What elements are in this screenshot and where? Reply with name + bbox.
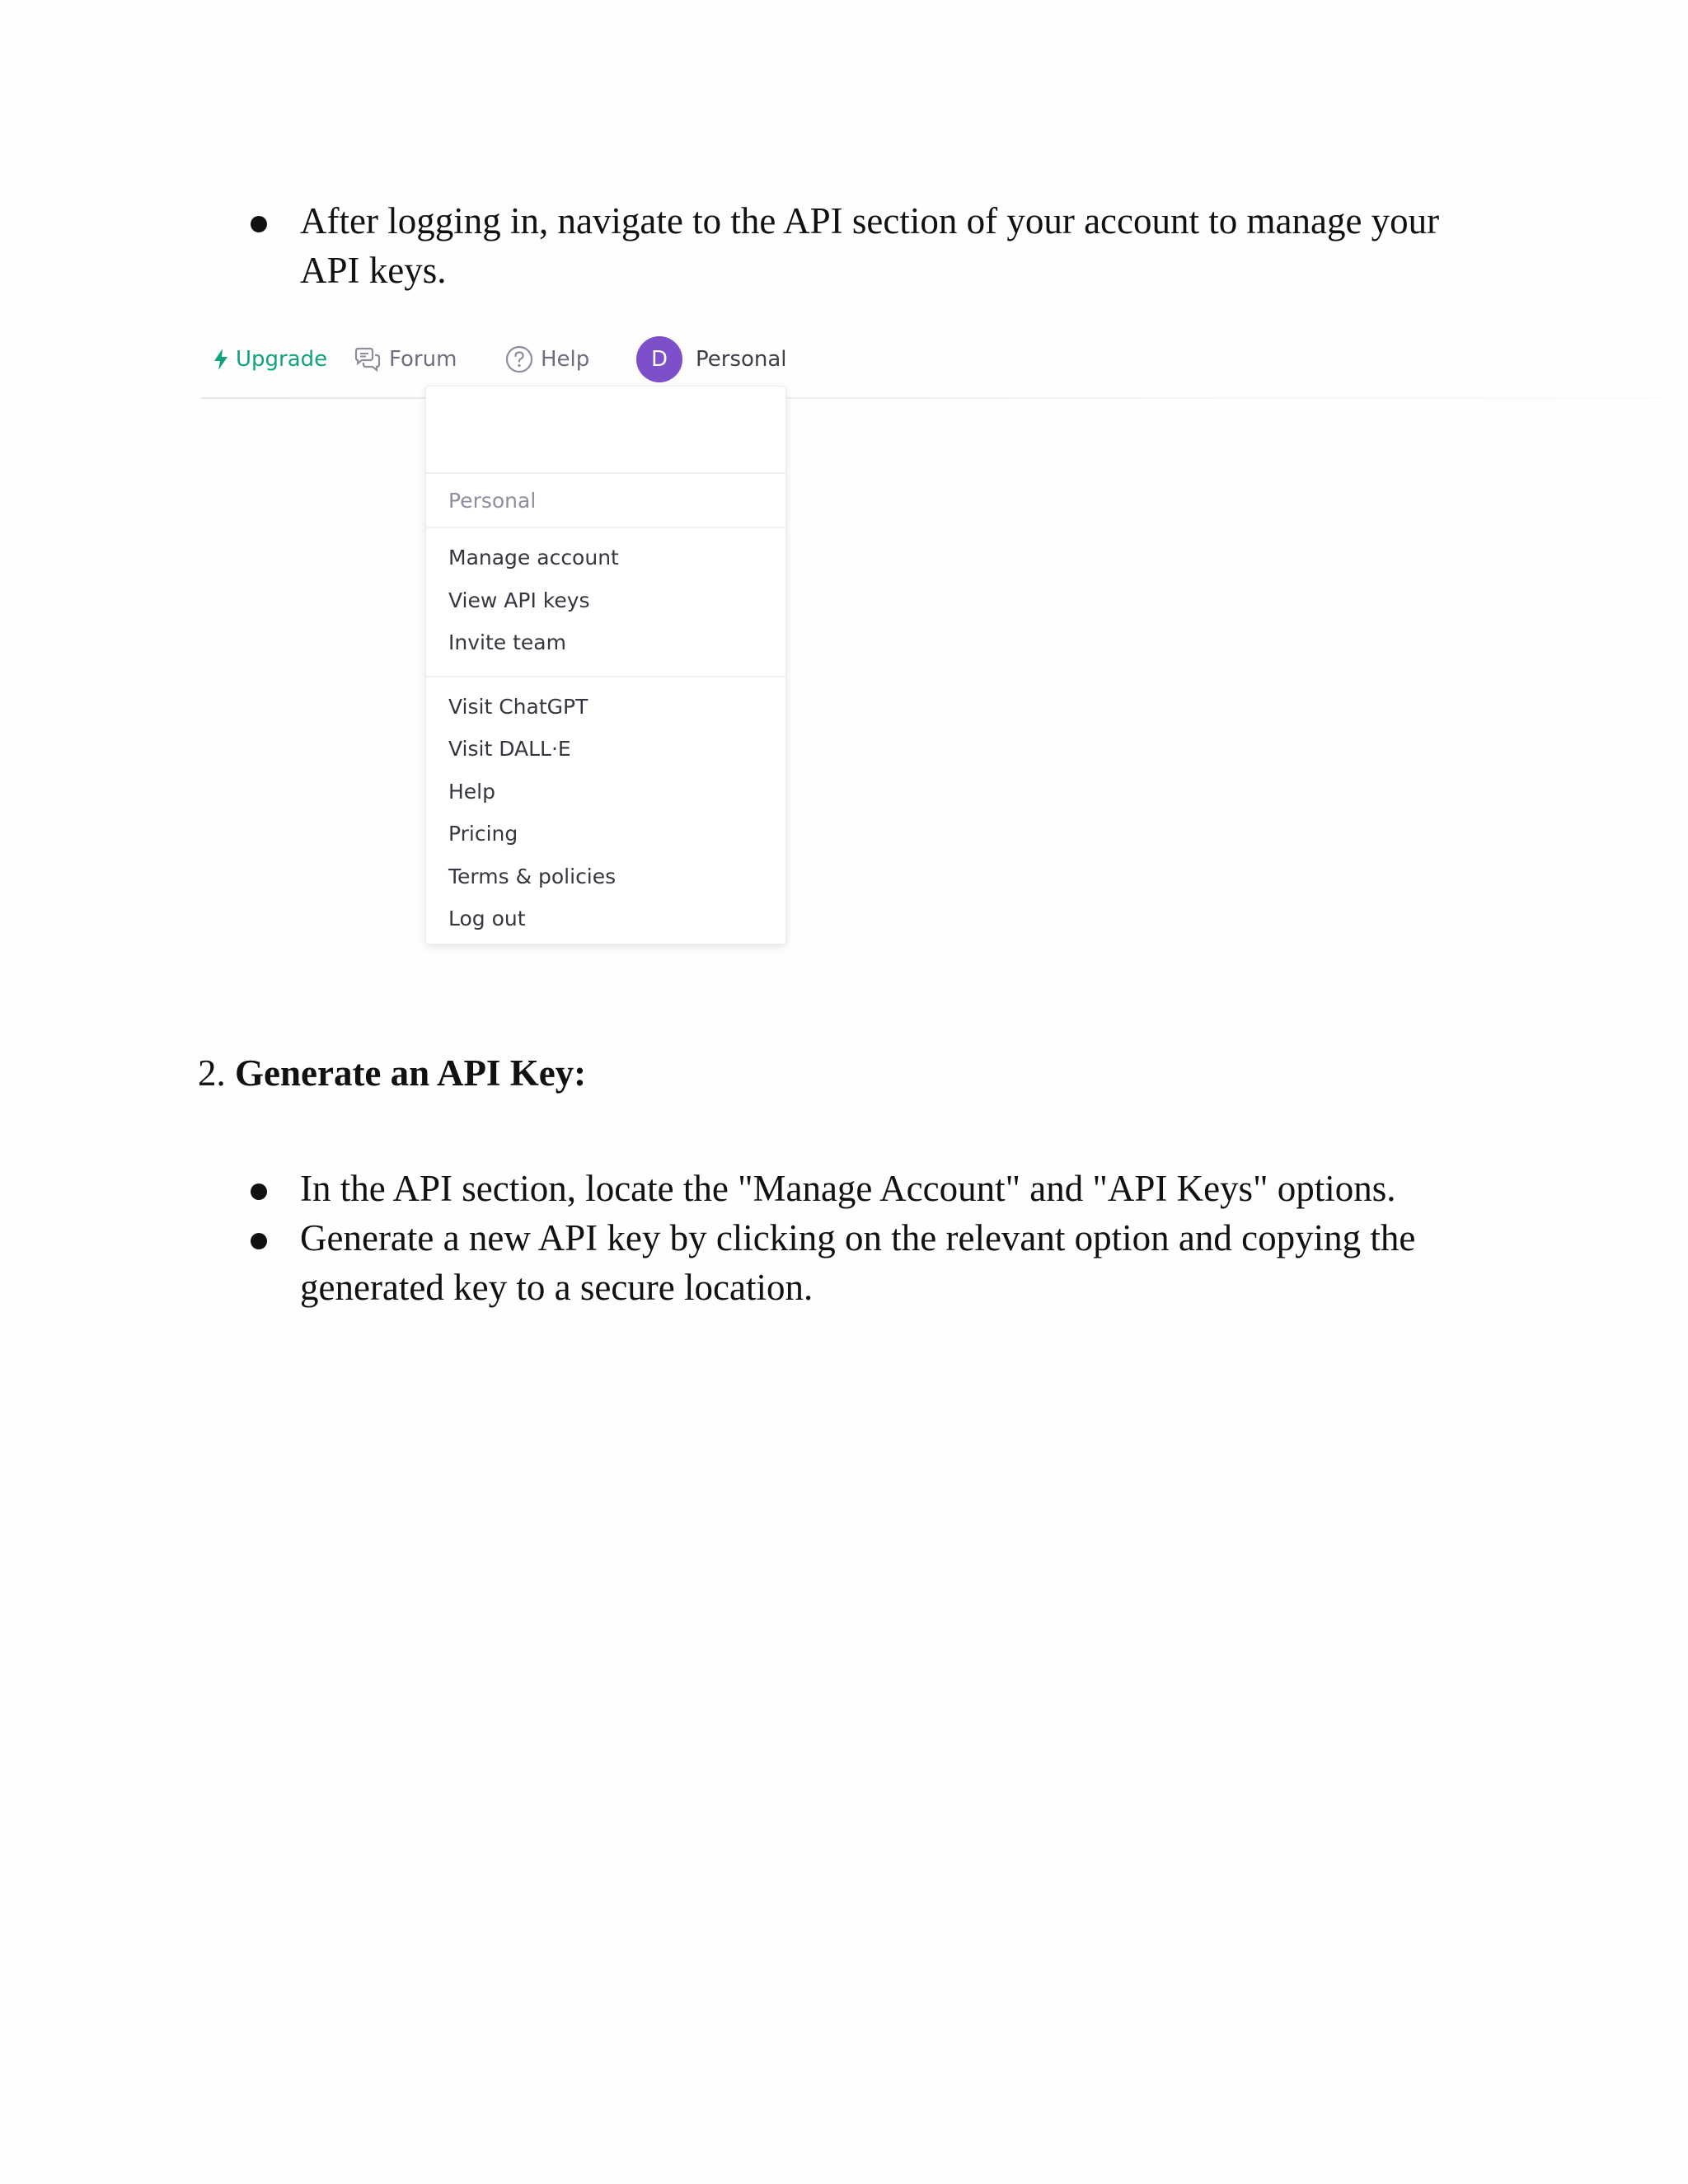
step-bullet-list: [246, 1164, 1482, 1312]
bullet-item: [246, 1164, 1482, 1213]
upgrade-label: Upgrade: [236, 347, 328, 372]
menu-item-pricing[interactable]: Pricing: [448, 822, 518, 846]
menu-item-visit-dalle[interactable]: Visit DALL·E: [448, 737, 571, 762]
user-avatar: D: [636, 336, 682, 382]
lightning-bolt-icon: [213, 348, 229, 371]
bullet-dot-icon: [251, 1183, 267, 1200]
chat-bubbles-icon: [353, 346, 382, 373]
intro-bullet-list: [246, 196, 1482, 295]
forum-label: Forum: [389, 347, 457, 372]
bullet-text: Generate a new API key by clicking on the relevant option and copying the generated key to a secure location.: [300, 1217, 1416, 1308]
dropdown-section-title: Personal: [426, 474, 785, 528]
personal-account-button[interactable]: [636, 336, 787, 382]
menu-item-visit-chatgpt[interactable]: Visit ChatGPT: [448, 694, 588, 719]
bullet-item: [246, 1213, 1482, 1312]
account-menu-screenshot: [201, 321, 1685, 981]
bullet-item: [246, 196, 1482, 295]
menu-item-help[interactable]: Help: [448, 779, 495, 804]
topbar-divider: [201, 397, 1685, 399]
top-navigation-bar: [201, 321, 1685, 397]
menu-item-terms-policies[interactable]: Terms & policies: [448, 864, 617, 888]
account-dropdown-menu: [425, 386, 786, 944]
bullet-text: After logging in, navigate to the API section of your account to manage your API keys.: [300, 200, 1440, 291]
account-items-group: [426, 528, 785, 676]
menu-item-manage-account[interactable]: Manage account: [448, 546, 619, 570]
step-title: Generate an API Key:: [235, 1052, 587, 1094]
menu-item-view-api-keys[interactable]: View API keys: [448, 588, 590, 612]
help-label: Help: [541, 347, 590, 372]
link-items-group: [426, 676, 785, 949]
menu-item-log-out[interactable]: Log out: [448, 907, 526, 931]
menu-item-invite-team[interactable]: Invite team: [448, 630, 566, 655]
bullet-text: In the API section, locate the "Manage Account" and "API Keys" options.: [300, 1168, 1396, 1209]
question-circle-icon: [504, 344, 534, 374]
help-link[interactable]: [504, 336, 589, 382]
upgrade-link[interactable]: [213, 336, 327, 382]
step-number: 2.: [198, 1052, 226, 1094]
dropdown-header-blank: [426, 387, 785, 474]
bullet-dot-icon: [251, 1233, 267, 1249]
step-heading: [198, 1048, 586, 1098]
bullet-dot-icon: [251, 216, 267, 232]
personal-label: Personal: [696, 347, 787, 372]
forum-link[interactable]: [353, 336, 457, 382]
